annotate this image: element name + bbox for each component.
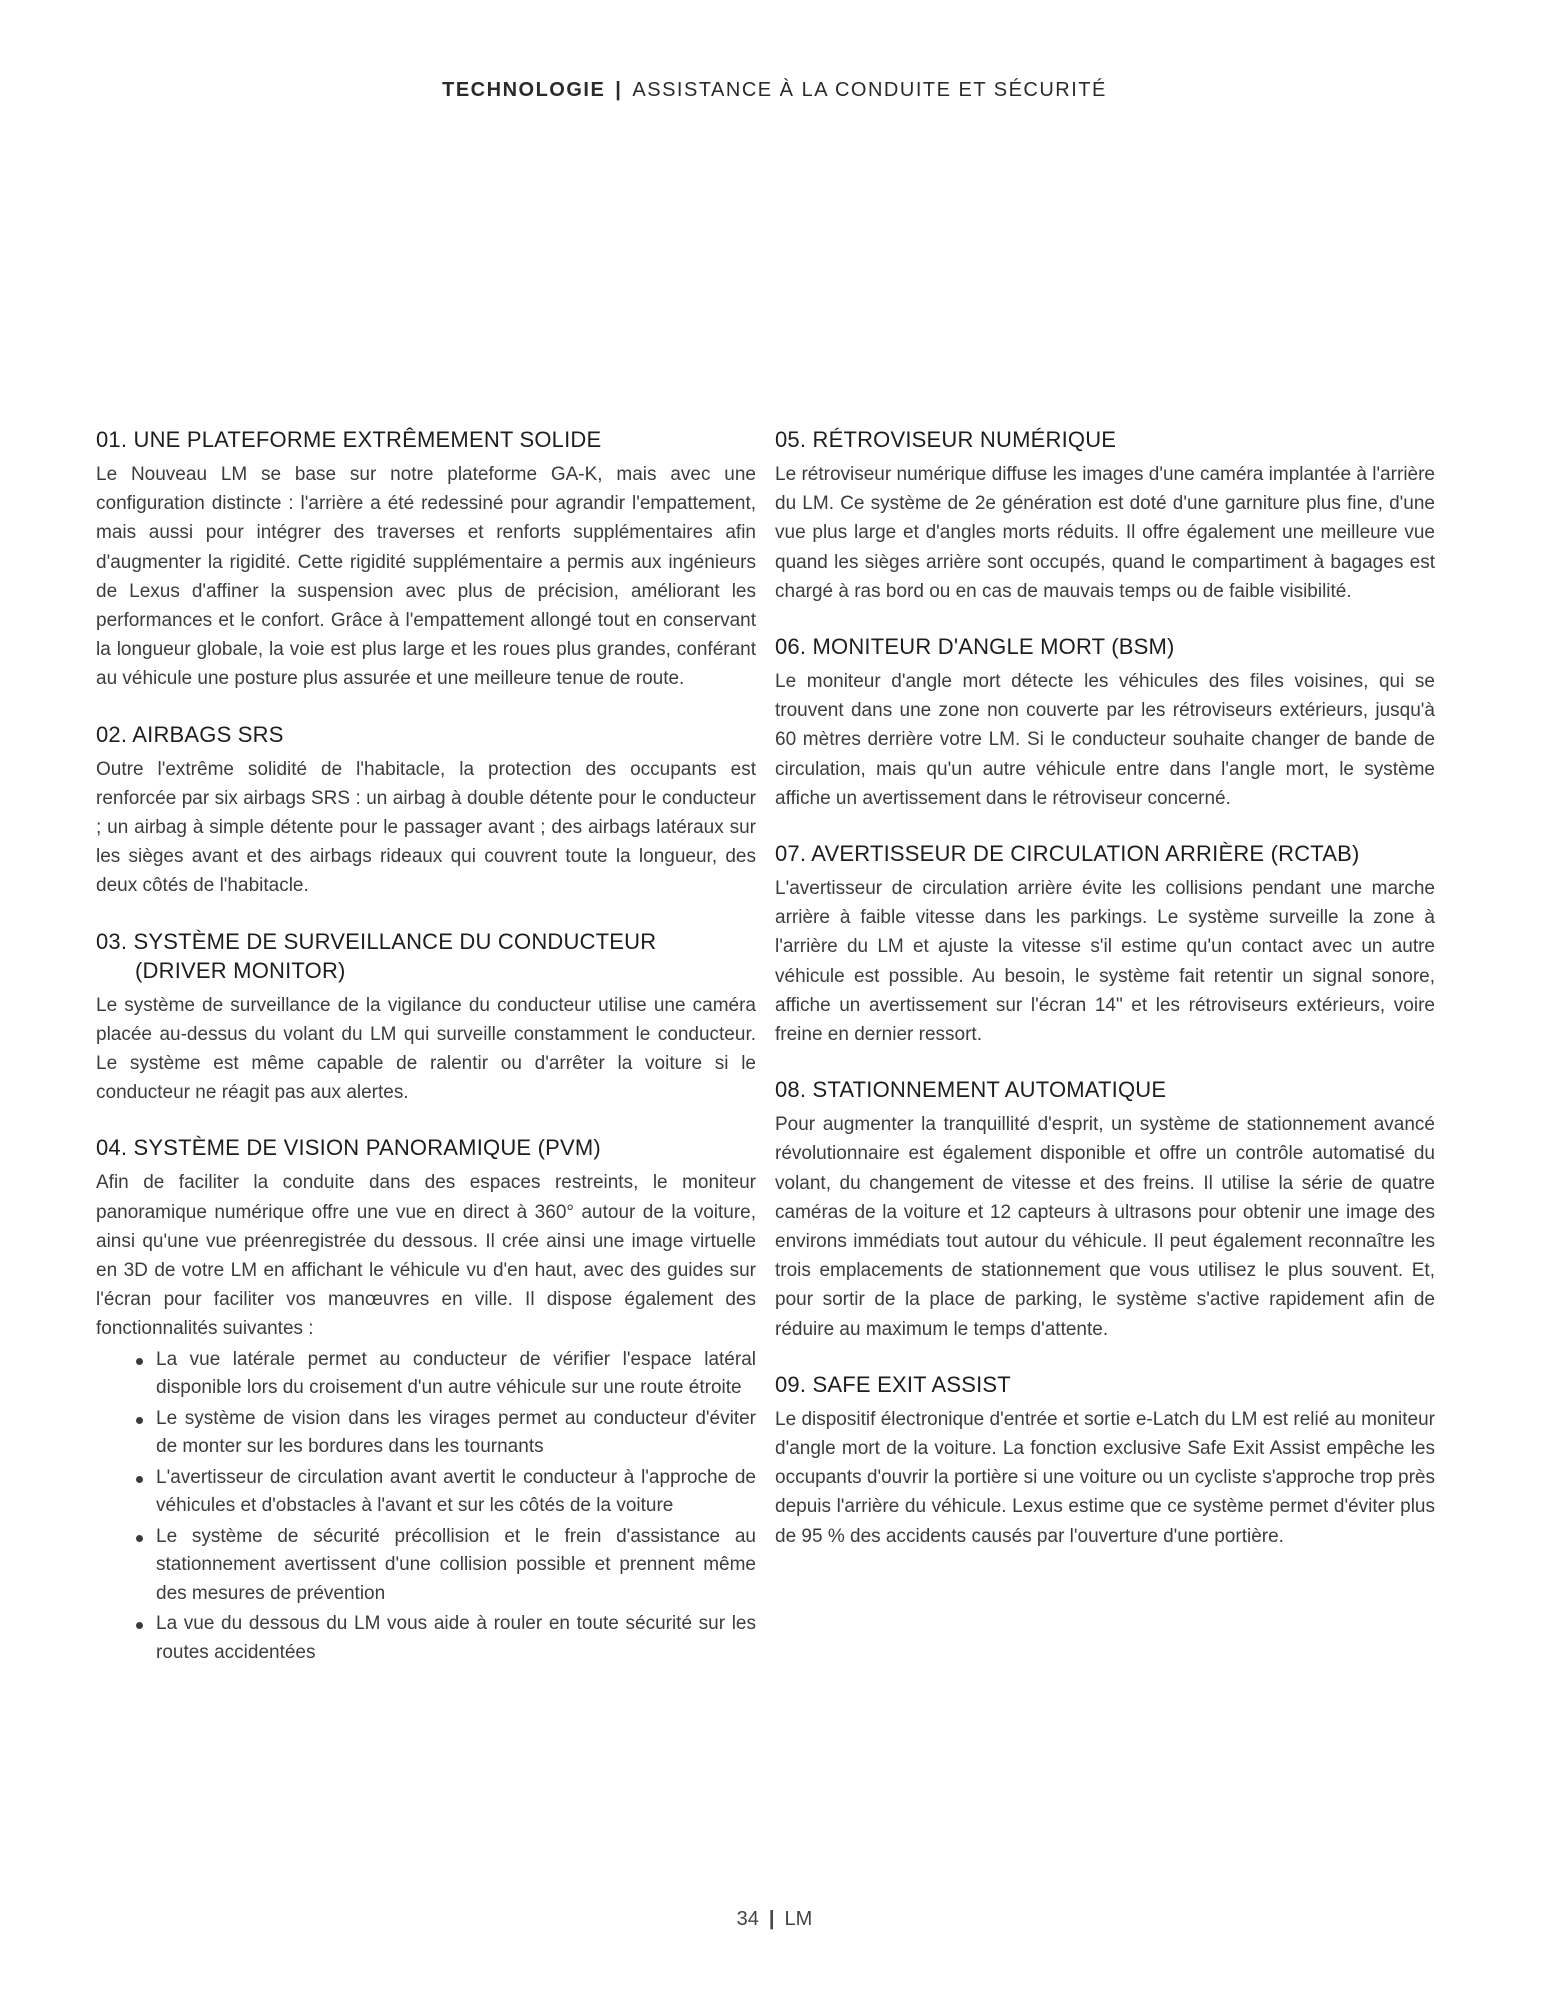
section-05	[775, 425, 1435, 606]
bullet-icon	[136, 1417, 143, 1424]
section-03	[96, 927, 756, 1108]
list-item-text: L'avertisseur de circulation avant avertit le conducteur à l'approche de véhicules et d'obstacles à l'avant et sur les côtés de la voiture	[156, 1466, 756, 1517]
section-01	[96, 425, 756, 694]
page-header	[0, 79, 1549, 102]
section-text: Le dispositif électronique d'entrée et sortie e-Latch du LM est relié au moniteur d'angle mort de la voiture. La fonction exclusive Safe Exit Assist empêche les occupants d'ouvrir la portière si une voiture ou un cycliste s'approche trop près depuis l'arrière du véhicule. Lexus estime que ce système permet d'éviter plus de 95 % des accidents causés par l'ouverture d'une portière.	[775, 1408, 1435, 1547]
bullet-icon	[136, 1476, 143, 1483]
section-02	[96, 720, 756, 901]
section-text: Outre l'extrême solidité de l'habitacle, la protection des occupants est renforcée par six airbags SRS : un airbag à double détente pour le conducteur ; un airbag à simple détente pour le passager avant ; des airbags latéraux sur les sièges avant et des airbags rideaux qui couvrent toute la longueur, des deux côtés de l'habitacle.	[96, 758, 756, 897]
footer-separator: |	[768, 1908, 775, 1930]
list-item	[156, 1523, 756, 1609]
left-column	[96, 425, 756, 1693]
header-separator: |	[615, 79, 623, 101]
list-item	[156, 1610, 756, 1667]
footer-model: LM	[784, 1908, 813, 1930]
list-item	[156, 1464, 756, 1521]
section-text: Pour augmenter la tranquillité d'esprit, un système de stationnement avancé révolutionnaire est également disponible et offre un contrôle automatisé du volant, du changement de vitesse et des freins. Il utilise la série de quatre caméras de la voiture et 12 capteurs à ultrasons pour obtenir une image des environs immédiats tout autour du véhicule. Il peut également reconnaître les trois emplacements de stationnement que vous utilisez le plus souvent. Et, pour sortir de la place de parking, le système s'active rapidement afin de réduire au maximum le temps d'attente.	[775, 1114, 1435, 1340]
list-item	[156, 1405, 756, 1462]
section-04	[96, 1133, 756, 1667]
list-item	[156, 1346, 756, 1403]
section-title: 06. MONITEUR D'ANGLE MORT (BSM)	[775, 634, 1175, 660]
section-text: Le moniteur d'angle mort détecte les véhicules des files voisines, qui se trouvent dans une zone non couverte par les rétroviseurs extérieurs, jusqu'à 60 mètres derrière votre LM. Si le conducteur souhaite changer de bande de circulation, mais qu'un autre véhicule entre dans l'angle mort, le système affiche un avertissement dans le rétroviseur concerné.	[775, 671, 1435, 809]
list-item-text: La vue latérale permet au conducteur de vérifier l'espace latéral disponible lors du croisement d'un autre véhicule sur une route étroite	[156, 1348, 756, 1399]
header-section: TECHNOLOGIE	[442, 79, 606, 101]
bullet-icon	[136, 1358, 143, 1365]
section-text: Le rétroviseur numérique diffuse les images d'une caméra implantée à l'arrière du LM. Ce système de 2e génération est doté d'une garniture plus fine, d'une vue plus large et d'angles morts réduits. Il offre également une meilleure vue quand les sièges arrière sont occupés, quand le compartiment à bagages est chargé à ras bord ou en cas de mauvais temps ou de faible visibilité.	[775, 464, 1435, 602]
page-number: 34	[736, 1908, 759, 1930]
section-title: 03. SYSTÈME DE SURVEILLANCE DU CONDUCTEUR	[96, 928, 657, 954]
section-title: 02. AIRBAGS SRS	[96, 721, 284, 747]
section-title: 05. RÉTROVISEUR NUMÉRIQUE	[775, 427, 1117, 452]
section-title: 01. UNE PLATEFORME EXTRÊMEMENT SOLIDE	[96, 427, 602, 452]
bullet-icon	[136, 1622, 143, 1629]
page-footer	[0, 1908, 1549, 1931]
section-title: 08. STATIONNEMENT AUTOMATIQUE	[775, 1077, 1167, 1103]
feature-list	[96, 1346, 756, 1668]
section-text: L'avertisseur de circulation arrière évite les collisions pendant une marche arrière à faible vitesse dans les parkings. Le système surveille la zone à l'arrière du LM et ajuste la vitesse s'il estime qu'un contact avec un autre véhicule est possible. Au besoin, le système fait retentir un signal sonore, affiche un avertissement sur l'écran 14" et les rétroviseurs extérieurs, voire freine en dernier ressort.	[775, 878, 1435, 1046]
section-title: 09. SAFE EXIT ASSIST	[775, 1371, 1011, 1397]
section-title-sub: (DRIVER MONITOR)	[135, 957, 346, 983]
section-08	[775, 1075, 1435, 1344]
section-text: Afin de faciliter la conduite dans des espaces restreints, le moniteur panoramique numérique offre une vue en direct à 360° autour de la voiture, ainsi qu'une vue préenregistrée du dessous. Il crée ainsi une image virtuelle en 3D de votre LM en affichant le véhicule vu d'en haut, avec des guides sur l'écran pour faciliter vos manœuvres en ville. Il dispose également des fonctionnalités suivantes :	[96, 1172, 756, 1340]
section-title: 07. AVERTISSEUR DE CIRCULATION ARRIÈRE (RCTAB)	[775, 841, 1360, 867]
header-subsection: ASSISTANCE À LA CONDUITE ET SÉCURITÉ	[632, 79, 1107, 101]
section-text: Le Nouveau LM se base sur notre plateforme GA-K, mais avec une configuration distincte : l'arrière a été redessiné pour agrandir l'empattement, mais aussi pour intégrer des traverses et renforts supplémentaires afin d'augmenter la rigidité. Cette rigidité supplémentaire a permis aux ingénieurs de Lexus d'affiner la suspension avec plus de précision, améliorant les performances et le confort. Grâce à l'empattement allongé tout en conservant la longueur globale, la voie est plus large et les roues plus grandes, conférant au véhicule une posture plus assurée et une meilleure tenue de route.	[96, 464, 756, 690]
bullet-icon	[136, 1535, 143, 1542]
list-item-text: Le système de sécurité précollision et le frein d'assistance au stationnement avertissent d'une collision possible et prennent même des mesures de prévention	[156, 1525, 756, 1604]
section-09	[775, 1370, 1435, 1551]
section-07	[775, 839, 1435, 1049]
section-title: 04. SYSTÈME DE VISION PANORAMIQUE (PVM)	[96, 1135, 601, 1161]
section-06	[775, 632, 1435, 813]
list-item-text: La vue du dessous du LM vous aide à rouler en toute sécurité sur les routes accidentées	[156, 1613, 756, 1663]
right-column	[775, 425, 1435, 1577]
list-item-text: Le système de vision dans les virages permet au conducteur d'éviter de monter sur les bordures dans les tournants	[156, 1407, 756, 1458]
section-text: Le système de surveillance de la vigilance du conducteur utilise une caméra placée au-dessus du volant du LM qui surveille constamment le conducteur. Le système est même capable de ralentir ou d'arrêter la voiture si le conducteur ne réagit pas aux alertes.	[96, 994, 756, 1104]
section-title-wrapper	[96, 927, 756, 985]
